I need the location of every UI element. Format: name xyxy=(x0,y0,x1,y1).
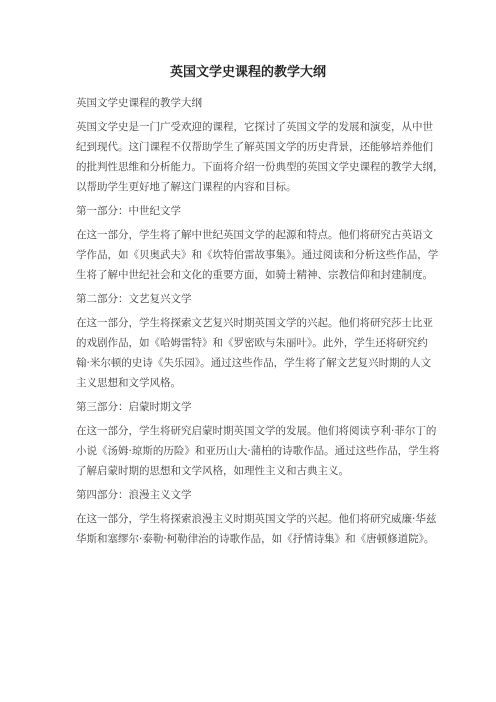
intro-line-1: 英国文学史是一门广受欢迎的课程，它探讨了英国文学的发展和演变，从中世 xyxy=(76,121,433,133)
section3-line-3: 了解启蒙时期的思想和文学风格，如理性主义和古典主义。 xyxy=(76,465,349,477)
section3-line-2: 小说《汤姆·琼斯的历险》和亚历山大·蒲柏的诗歌作品。通过这些作品，学生将 xyxy=(76,445,440,457)
section-heading-4: 第四部分：浪漫主义文学 xyxy=(76,489,192,501)
section4-line-2: 华斯和塞缪尔·泰勒·柯勒律治的诗歌作品，如《抒情诗集》和《唐顿修道院》。 xyxy=(76,533,435,545)
section2-line-4: 主义思想和文学风格。 xyxy=(76,377,181,389)
subtitle-line: 英国文学史课程的教学大纲 xyxy=(76,97,202,109)
section1-line-1: 在这一部分，学生将了解中世纪英国文学的起源和特点。他们将研究古英语文 xyxy=(76,229,433,241)
intro-line-2: 纪到现代。这门课程不仅帮助学生了解英国文学的历史背景，还能够培养他们 xyxy=(76,141,433,153)
section1-line-3: 生将了解中世纪社会和文化的重要方面，如骑士精神、宗教信仰和封建制度。 xyxy=(76,269,433,281)
section-heading-2: 第二部分：文艺复兴文学 xyxy=(76,293,192,305)
section4-line-1: 在这一部分，学生将探索浪漫主义时期英国文学的兴起。他们将研究威廉·华兹 xyxy=(76,513,437,525)
section2-line-3: 翰·米尔顿的史诗《失乐园》。通过这些作品，学生将了解文艺复兴时期的人文 xyxy=(76,357,432,369)
section1-line-2: 学作品，如《贝奥武夫》和《坎特伯雷故事集》。通过阅读和分析这些作品，学 xyxy=(76,249,439,261)
section-heading-1: 第一部分：中世纪文学 xyxy=(76,205,181,217)
intro-line-4: 以帮助学生更好地了解这门课程的内容和目标。 xyxy=(76,181,297,193)
section-heading-3: 第三部分：启蒙时期文学 xyxy=(76,401,192,413)
section3-line-1: 在这一部分，学生将研究启蒙时期英国文学的发展。他们将阅读亨利·菲尔丁的 xyxy=(76,425,437,437)
intro-line-3: 的批判性思维和分析能力。下面将介绍一份典型的英国文学史课程的教学大纲， xyxy=(76,161,444,173)
section2-line-1: 在这一部分，学生将探索文艺复兴时期英国文学的兴起。他们将研究莎士比亚 xyxy=(76,317,433,329)
section2-line-2: 的戏剧作品，如《哈姆雷特》和《罗密欧与朱丽叶》。此外，学生还将研究约 xyxy=(76,337,428,349)
document-title: 英国文学史课程的教学大纲 xyxy=(169,65,326,80)
